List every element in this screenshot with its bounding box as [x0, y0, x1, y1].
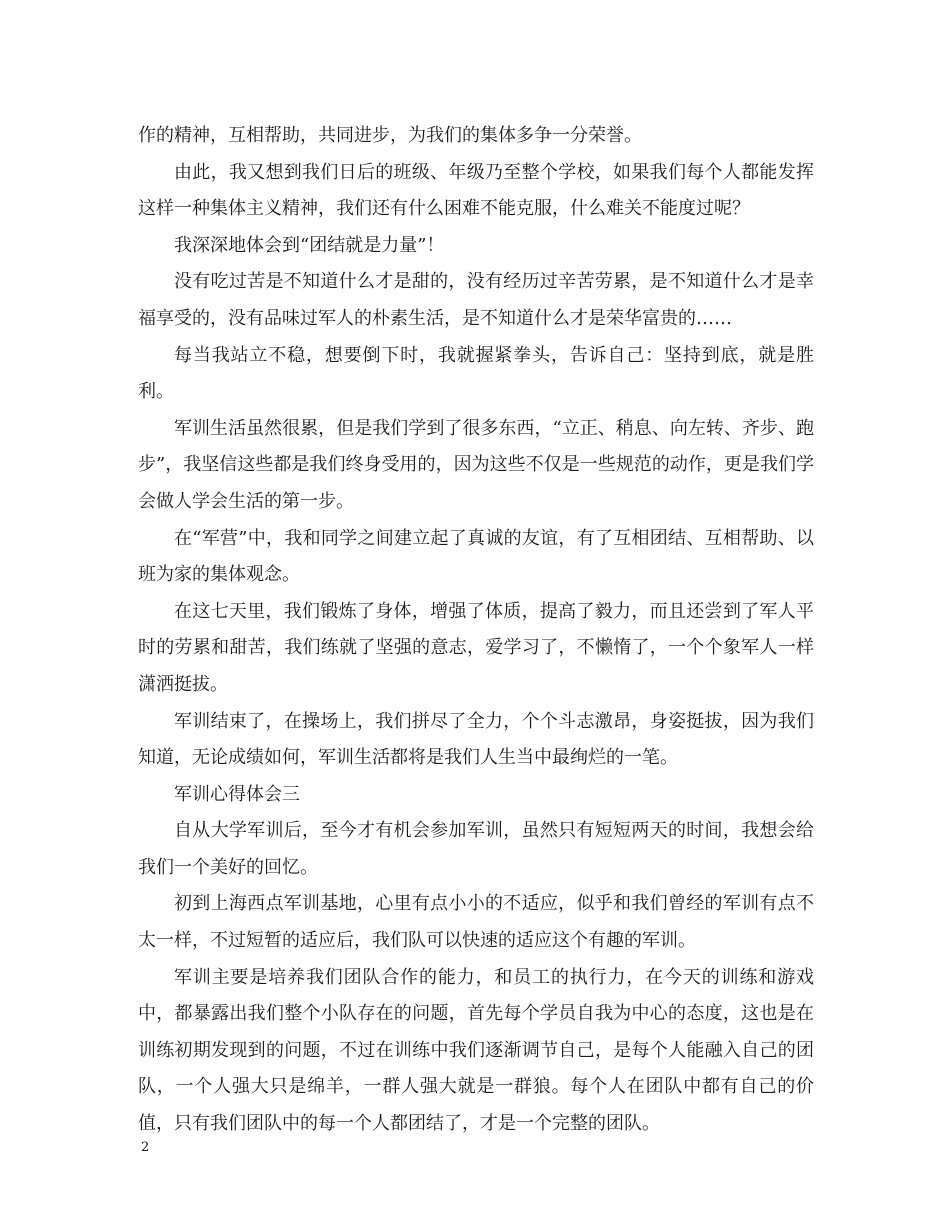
paragraph: 没有吃过苦是不知道什么才是甜的，没有经历过辛苦劳累，是不知道什么才是幸福享受的，没有品味过军人的朴素生活，是不知道什么才是荣华富贵的…… [138, 271, 814, 329]
paragraph: 军训生活虽然很累，但是我们学到了很多东西，“立正、稍息、向左转、齐步、跑步”，我坚信这些都是我们终身受用的，因为这些不仅是一些规范的动作，更是我们学会做人学会生活的第一步。 [138, 417, 814, 512]
paragraph: 军训主要是培养我们团队合作的能力，和员工的执行力，在今天的训练和游戏中，都暴露出我们整个小队存在的问题，首先每个学员自我为中心的态度，这也是在训练初期发现到的问题，不过在训练中我们逐渐调节自己，是每个人能融入自己的团队，一个人强大只是绵羊，一群人强大就是一群狼。每个人在团队中都有自己的价值，只有我们团队中的每一个人都团结了，才是一个完整的团队。 [138, 966, 814, 1135]
paragraph-continuation: 作的精神，互相帮助，共同进步，为我们的集体多争一分荣誉。 [138, 125, 642, 146]
body-text [138, 118, 814, 1143]
page-number: 2 [141, 1140, 150, 1155]
paragraph: 每当我站立不稳，想要倒下时，我就握紧拳头，告诉自己：坚持到底，就是胜利。 [138, 344, 814, 403]
paragraph: 在这七天里，我们锻炼了身体，增强了体质，提高了毅力，而且还尝到了军人平时的劳累和甜苦，我们练就了坚强的意志，爱学习了，不懒惰了，一个个象军人一样潇洒挺拔。 [138, 600, 814, 695]
paragraph: 初到上海西点军训基地，心里有点小小的不适应，似乎和我们曾经的军训有点不太一样，不过短暂的适应后，我们队可以快速的适应这个有趣的军训。 [138, 893, 814, 952]
paragraph: 由此，我又想到我们日后的班级、年级乃至整个学校，如果我们每个人都能发挥这样一种集体主义精神，我们还有什么困难不能克服，什么难关不能度过呢？ [138, 161, 814, 220]
paragraph: 我深深地体会到“团结就是力量”！ [174, 234, 445, 256]
paragraph: 军训结束了，在操场上，我们拼尽了全力，个个斗志激昂，身姿挺拔，因为我们知道，无论成绩如何，军训生活都将是我们人生当中最绚烂的一笔。 [138, 710, 814, 769]
paragraph: 在“军营”中，我和同学之间建立起了真诚的友谊，有了互相团结、互相帮助、以班为家的集体观念。 [138, 527, 814, 586]
paragraph: 自从大学军训后，至今才有机会参加军训，虽然只有短短两天的时间，我想会给我们一个美好的回忆。 [138, 820, 814, 878]
section-heading: 军训心得体会三 [174, 783, 300, 805]
